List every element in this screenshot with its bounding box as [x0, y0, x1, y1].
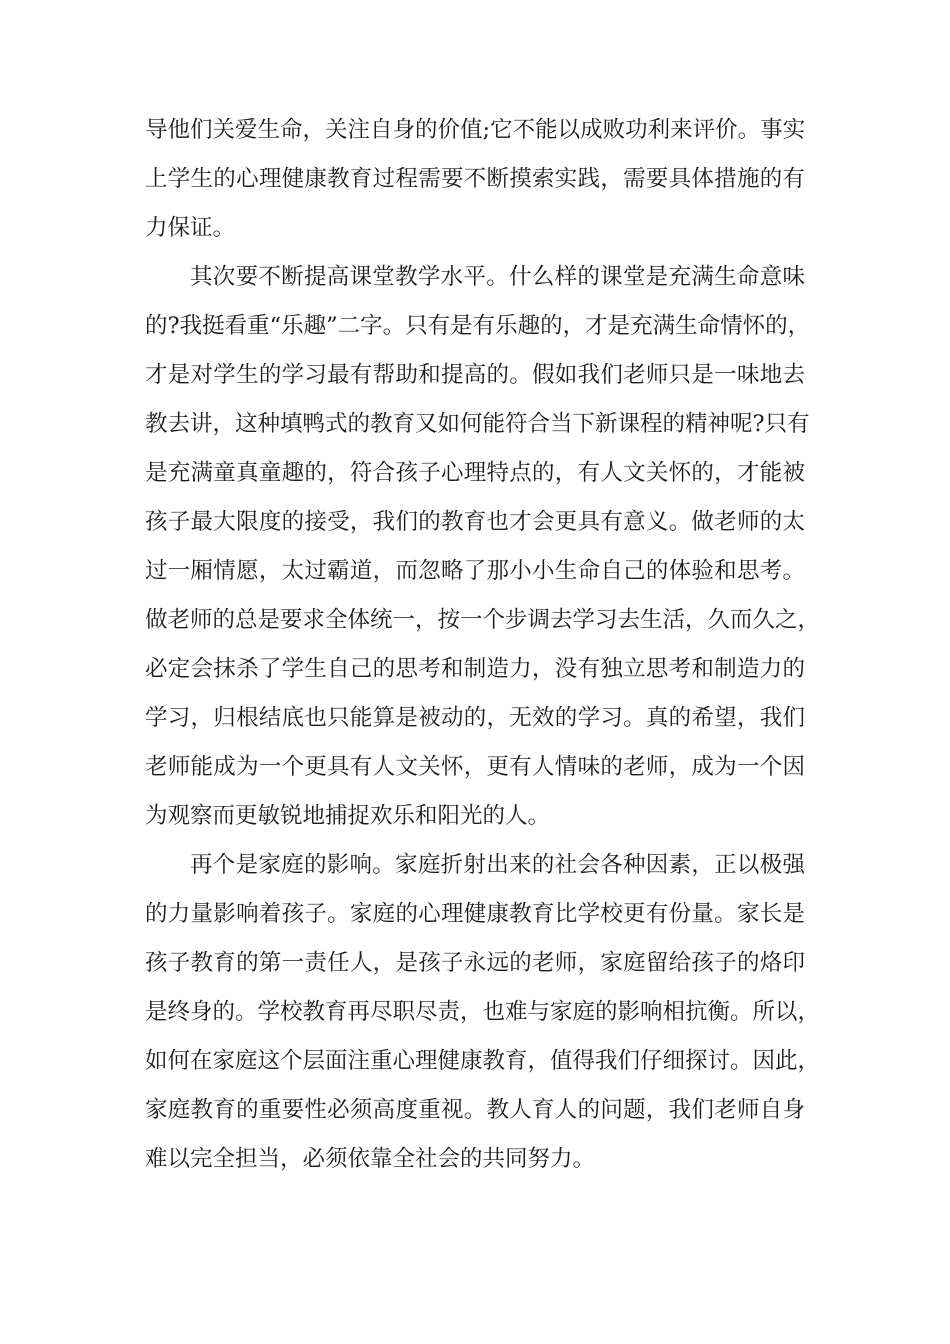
text-line: 再个是家庭的影响。家庭折射出来的社会各种因素，正以极强 [190, 852, 805, 878]
text-line: 孩子最大限度的接受，我们的教育也才会更具有意义。做老师的太 [145, 509, 805, 535]
text-line: 是充满童真童趣的，符合孩子心理特点的，有人文关怀的，才能被 [145, 460, 805, 486]
paragraph [145, 841, 821, 1184]
text-line: 必定会抹杀了学生自己的思考和制造力，没有独立思考和制造力的 [145, 656, 805, 682]
text-line: 老师能成为一个更具有人文关怀，更有人情味的老师，成为一个因 [145, 754, 805, 780]
paragraph [145, 106, 805, 253]
text-line: 是终身的。学校教育再尽职尽责，也难与家庭的影响相抗衡。所以， [145, 999, 821, 1025]
text-line: 为观察而更敏锐地捕捉欢乐和阳光的人。 [145, 803, 551, 829]
text-line: 教去讲，这种填鸭式的教育又如何能符合当下新课程的精神呢?只有 [145, 411, 810, 437]
text-line: 家庭教育的重要性必须高度重视。教人育人的问题，我们老师自身 [145, 1097, 805, 1123]
text-line: 力保证。 [145, 215, 236, 241]
text-line: 上学生的心理健康教育过程需要不断摸索实践，需要具体措施的有 [145, 166, 805, 192]
text-line: 其次要不断提高课堂教学水平。什么样的课堂是充满生命意味 [190, 264, 805, 290]
text-line: 难以完全担当，必须依靠全社会的共同努力。 [145, 1146, 596, 1172]
text-line: 学习，归根结底也只能算是被动的，无效的学习。真的希望，我们 [145, 705, 805, 731]
paragraph [145, 253, 821, 841]
text-line: 的力量影响着孩子。家庭的心理健康教育比学校更有份量。家长是 [145, 901, 805, 927]
text-line: 的?我挺看重“乐趣”二字。只有是有乐趣的，才是充满生命情怀的， [145, 313, 811, 339]
text-line: 导他们关爱生命，关注自身的价值;它不能以成败功利来评价。事实 [145, 117, 806, 143]
text-line: 做老师的总是要求全体统一，按一个步调去学习去生活，久而久之， [145, 607, 821, 633]
body-text [145, 106, 821, 1184]
text-line: 才是对学生的学习最有帮助和提高的。假如我们老师只是一味地去 [145, 362, 805, 388]
text-line: 孩子教育的第一责任人，是孩子永远的老师，家庭留给孩子的烙印 [145, 950, 805, 976]
text-line: 过一厢情愿，太过霸道，而忽略了那小小生命自己的体验和思考。 [145, 558, 805, 584]
text-line: 如何在家庭这个层面注重心理健康教育，值得我们仔细探讨。因此， [145, 1048, 821, 1074]
